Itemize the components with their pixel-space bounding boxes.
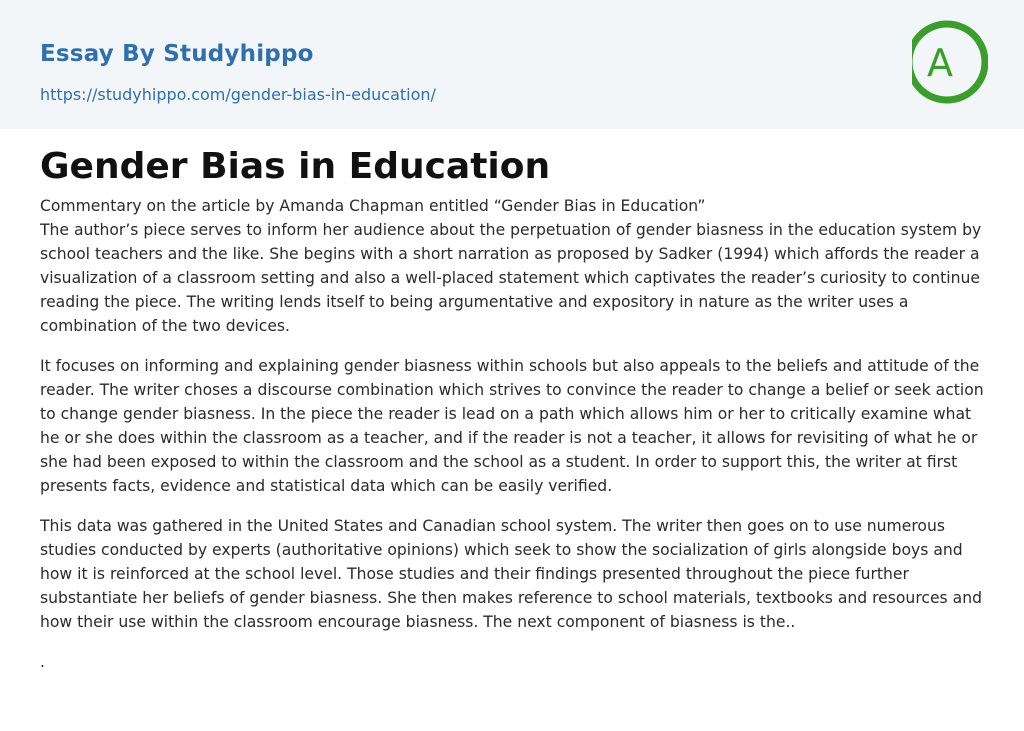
essay-ellipsis: . (40, 653, 45, 671)
essay-body (40, 194, 990, 690)
essay-subtitle: Commentary on the article by Amanda Chapman entitled “Gender Bias in Education” (40, 197, 706, 215)
site-header (0, 0, 1024, 129)
essay-paragraph: This data was gathered in the United States and Canadian school system. The writer then goes on to use numerous studies conducted by experts (authoritative opinions) which seek to show the socialization of girls alongside boys and how it is reinforced at the school level. Those studies and their findings presented throughout the piece further substantiate her beliefs of gender biasness. She then makes reference to school materials, textbooks and resources and how their use within the classroom encourage biasness. The next component of biasness is the.. (40, 517, 982, 631)
logo-letter: A (927, 41, 953, 85)
essay-url-link[interactable]: https://studyhippo.com/gender-bias-in-education/ (40, 85, 436, 104)
site-title[interactable]: Essay By Studyhippo (40, 41, 314, 67)
essay-paragraph: The author’s piece serves to inform her audience about the perpetuation of gender biasness in the education system by school teachers and the like. She begins with a short narration as proposed by Sadker (1994) which affords the reader a visualization of a classroom setting and also a well-placed statement which captivates the reader’s curiosity to continue reading the piece. The writing lends itself to being argumentative and expository in nature as the writer uses a combination of the two devices. (40, 221, 982, 335)
logo-arc-right (978, 40, 985, 84)
studyhippo-logo-icon[interactable] (912, 18, 988, 106)
essay-title: Gender Bias in Education (40, 146, 551, 187)
essay-paragraph: It focuses on informing and explaining gender biasness within schools but also appeals to the beliefs and attitude of the reader. The writer choses a discourse combination which strives to convince the reader to change a belief or seek action to change gender biasness. In the piece the reader is lead on a path which allows him or her to critically examine what he or she does within the classroom as a teacher, and if the reader is not a teacher, it allows for revisiting of what he or she had been exposed to within the classroom and the school as a student. In order to support this, the writer at first presents facts, evidence and statistical data which can be easily verified. (40, 357, 984, 495)
